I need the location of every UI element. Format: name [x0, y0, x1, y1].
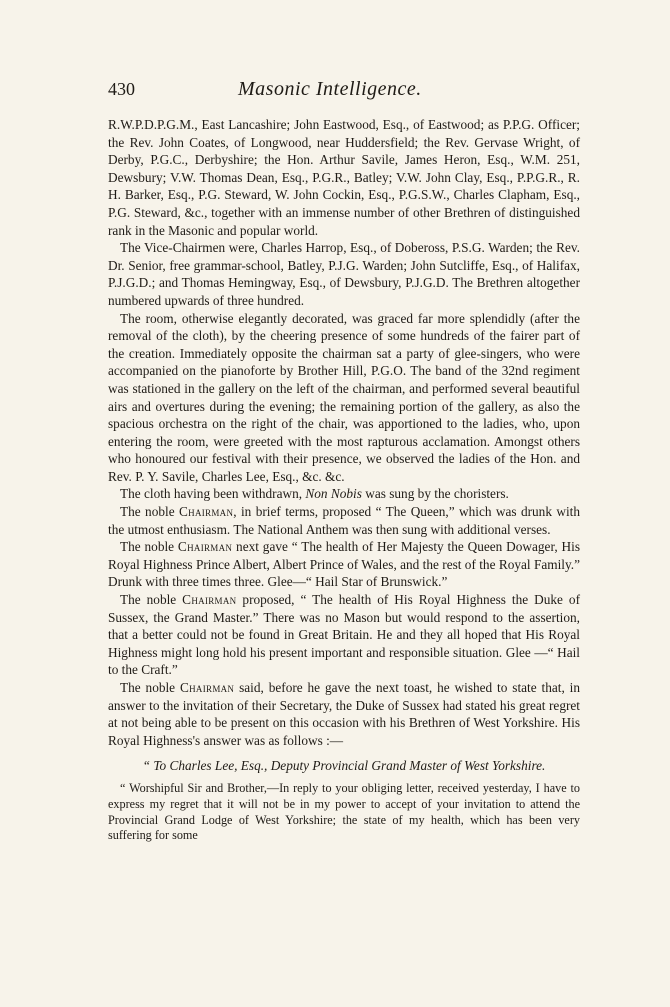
paragraph: [108, 485, 580, 503]
letter-heading: “ To Charles Lee, Esq., Deputy Provincial Grand Master of West Yorkshire.: [142, 758, 546, 774]
text-run: The cloth having been withdrawn,: [120, 486, 306, 502]
small-caps-term: Chairman: [179, 680, 235, 695]
text-run: , in brief terms, proposed “ The Queen,” which was drunk with the utmost enthusiasm. The National Anthem was then sung with additional verses.: [108, 504, 581, 537]
text-run: The noble: [120, 680, 180, 695]
paragraph: [108, 538, 580, 591]
small-caps-term: Chairman: [182, 592, 237, 608]
paragraph: The room, otherwise elegantly decorated, was graced far more splendidly (after the removal of the cloth), by the cheering presence of some hundreds of the fairer part of the creation. Immediately opposite the chairman sat a party of glee-singers, who were accompanied on the pianoforte by Brother Hill, P.G.O. The band of the 32nd regiment was stationed in the gallery on the left of the chairman, and performed several beautiful airs and overtures during the evening; the remaining portion of the gallery, as also the spacious orchestra on the right of the chair, was apportioned to the ladies, who, upon entering the room, were greeted with the most rapturous acclamation. Amongst others who honoured our festival with their presence, we observed the ladies of the Hon. and Rev. P. Y. Savile, Charles Lee, Esq., &c. &c.: [108, 310, 580, 484]
paragraph: The Vice-Chairmen were, Charles Harrop, Esq., of Dobeross, P.S.G. Warden; the Rev. Dr. Senior, free grammar-school, Batley, P.J.G. Warden; John Sutcliffe, Esq., of Halifax, P.J.G.D.; and Thomas Hemingway, Esq., of Dewsbury, P.J.G.D. The Brethren altogether numbered upwards of three hundred.: [108, 240, 580, 308]
running-head: [108, 78, 580, 108]
running-title: Masonic Intelligence.: [238, 78, 422, 100]
article-body: [108, 116, 580, 749]
letter-body: [108, 781, 580, 844]
text-run: The noble: [120, 539, 178, 555]
letter-paragraph: “ Worshipful Sir and Brother,—In reply to your obliging letter, received yesterday, I have to express my regret that it will not be in my power to accept of your invitation to attend the Provincial Grand Lodge of West Yorkshire; the state of my health, which has been very suffering for some: [108, 780, 580, 843]
text-run: said, before he gave the next toast, he wished to state that, in answer to the invitation of their Secretary, the Duke of Sussex had stated his great regret at not being able to be present on this occasion with his Brethren of West Yorkshire. His Royal Highness's answer was as follows :—: [108, 680, 580, 748]
small-caps-term: Chairman: [177, 539, 233, 555]
page-number: 430: [108, 79, 135, 99]
small-caps-term: Chairman: [179, 504, 234, 520]
text-run: proposed, “ The health of His Royal Highness the Duke of Sussex, the Grand Master.” There was no Mason but would respond to the assertion, that a better could not be found in Great Britain. He and they all hoped that His Royal Highness might long hold his present important and responsible situation. Glee —“ Hail to the Craft.”: [108, 592, 580, 678]
text-run: The noble: [120, 504, 179, 520]
italic-title: Non Nobis: [305, 486, 362, 502]
text-run: was sung by the choristers.: [361, 486, 509, 502]
paragraph: R.W.P.D.P.G.M., East Lancashire; John Eastwood, Esq., of Eastwood; as P.P.G. Officer; the Rev. John Coates, of Longwood, near Huddersfield; the Rev. Gervase Wright, of Derby, P.G.C., Derbyshire; the Hon. Arthur Savile, James Heron, Esq., W.M. 251, Dewsbury; V.W. Thomas Dean, Esq., P.G.R., Batley; V.W. John Clay, Esq., P.P.G.R., R. H. Barker, Esq., P.G. Steward, W. John Cockin, Esq., P.G.S.W., Charles Clapham, Esq., P.G. Steward, &c., together with an immense number of other Brethren of distinguished rank in the Masonic and popular world.: [108, 117, 580, 238]
paragraph: [108, 591, 580, 679]
paragraph: [108, 503, 580, 538]
text-run: The noble: [120, 592, 183, 608]
paragraph: [108, 679, 580, 749]
text-run: next gave “ The health of Her Majesty the Queen Dowager, His Royal Highness Prince Albert, Albert Prince of Wales, and the rest of the Royal Family.” Drunk with three times three. Glee—“ Hail Star of Brunswick.”: [108, 539, 580, 590]
